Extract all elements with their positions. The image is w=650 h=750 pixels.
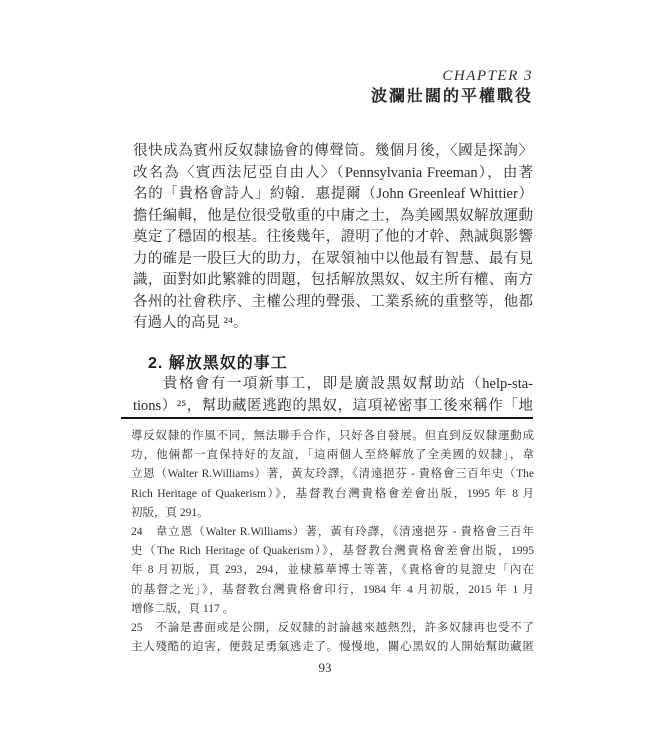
section-heading: 2. 解放黑奴的事工 — [148, 355, 288, 372]
body-text-line: 各州的社會秩序、主權公理的聲張、工業系統的重整等，他都 — [133, 293, 533, 310]
footnote-line: 年 8 月初版，頁 293，294，並棣慕華博士等著，《貴格會的見證史「內在 — [131, 564, 534, 577]
page-number: 93 — [318, 660, 332, 675]
body-text-line: tions）²⁵，幫助藏匿逃跑的黑奴，這項祕密事工後來稱作「地 — [133, 397, 533, 414]
main-text-block — [133, 141, 533, 335]
body-text-line: 力的確是一股巨大的助力，在眾領袖中以他最有智慧、最有見 — [133, 250, 533, 267]
footnote-line: 主人殘酷的迫害，便鼓足勇氣逃走了。慢慢地，關心黑奴的人開始幫助藏匿 — [131, 641, 534, 654]
footnote-line: 25 不論是書面或是公開，反奴隸的討論越來越熱烈，許多奴隸再也受不了 — [131, 621, 534, 634]
page-header — [133, 66, 533, 107]
body-text-line: 貴格會有一項新事工，即是廣設黑奴幫助站（help-sta- — [163, 376, 533, 392]
footnote-separator-rule — [121, 417, 533, 419]
footnote-line: 增修二版，頁 117 。 — [131, 602, 235, 615]
footnote-line: Rich Heritage of Quakerism）》，基督教台灣貴格會差會出版，1995 年 8 月 — [131, 487, 534, 500]
body-text-line: 奠定了穩固的根基。往後幾年，證明了他的才幹、熱誠與影響 — [133, 229, 533, 245]
footnote-line: 導反奴隸的作風不同，無法聯手合作，只好各自發展。但直到反奴隸運動成 — [131, 430, 534, 442]
footnote-line: 功，他倆都一直保持好的友誼，「這兩個人至終解放了全美國的奴隸」，韋 — [131, 449, 534, 462]
footnote-line: 史（The Rich Heritage of Quakerism）》，基督教台灣貴格會差會出版，1995 — [131, 545, 534, 558]
footnote-line: 初版，頁 291。 — [131, 506, 209, 519]
chapter-label: CHAPTER 3 — [442, 68, 533, 84]
chapter-title: 波瀾壯闊的平權戰役 — [370, 88, 533, 105]
body-text-line: 很快成為賓州反奴隸協會的傳聲筒。幾個月後，〈國是探詢〉 — [133, 143, 533, 159]
body-text-line: 擔任編輯，他是位很受敬重的中庸之士，為美國黑奴解放運動 — [133, 207, 533, 224]
body-text-line: 改名為〈賓西法尼亞自由人〉（Pennsylvania Freeman），由著 — [133, 164, 533, 181]
footnote-line: 立恩（Walter R.Williams）著，黃友玲譯，《清遠挹芬 - 貴格會三百年史（The — [131, 468, 534, 481]
section-paragraph — [133, 374, 533, 417]
footnotes-block — [131, 427, 534, 657]
body-text-line: 有過人的高見 ²⁴。 — [133, 315, 248, 331]
body-text-line: 名的「貴格會詩人」約翰．惠提爾（John Greenleaf Whittier） — [133, 186, 533, 202]
footnote-line: 24 韋立恩（Walter R.Williams）著，黃有玲譯，《清遠挹芬 - 貴格會三百年 — [131, 525, 534, 538]
footnote-line: 的基督之光」》，基督教台灣貴格會印行，1984 年 4 月初版，2015 年 1 月 — [131, 583, 534, 596]
body-text-line: 識，面對如此繁雜的問題，包括解放黑奴、奴主所有權、南方 — [133, 272, 533, 288]
